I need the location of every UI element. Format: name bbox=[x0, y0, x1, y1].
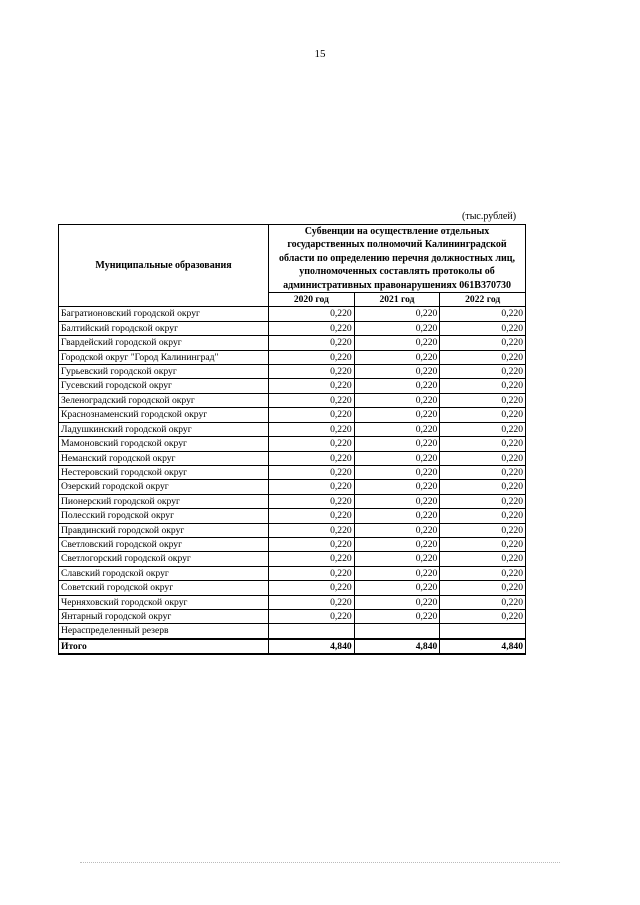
table-row bbox=[59, 393, 526, 407]
municipality-name: Полесский городской округ bbox=[59, 509, 269, 523]
value-2022: 0,220 bbox=[440, 336, 526, 350]
table-row bbox=[59, 523, 526, 537]
value-2021: 0,220 bbox=[354, 566, 440, 580]
value-2020: 0,220 bbox=[269, 537, 355, 551]
table-row bbox=[59, 422, 526, 436]
value-2021: 0,220 bbox=[354, 393, 440, 407]
municipality-name: Янтарный городской округ bbox=[59, 609, 269, 623]
value-2020: 0,220 bbox=[269, 581, 355, 595]
value-2020: 0,220 bbox=[269, 379, 355, 393]
table-row bbox=[59, 494, 526, 508]
table-row bbox=[59, 537, 526, 551]
value-2020: 0,220 bbox=[269, 350, 355, 364]
value-2022 bbox=[440, 624, 526, 639]
value-2020: 0,220 bbox=[269, 509, 355, 523]
total-2020: 4,840 bbox=[269, 639, 355, 654]
value-2021: 0,220 bbox=[354, 494, 440, 508]
value-2022: 0,220 bbox=[440, 422, 526, 436]
value-2021: 0,220 bbox=[354, 408, 440, 422]
value-2022: 0,220 bbox=[440, 393, 526, 407]
municipality-name: Краснознаменский городской округ bbox=[59, 408, 269, 422]
municipality-name: Неманский городской округ bbox=[59, 451, 269, 465]
value-2022: 0,220 bbox=[440, 408, 526, 422]
table-row bbox=[59, 321, 526, 335]
total-2021: 4,840 bbox=[354, 639, 440, 654]
municipality-name: Правдинский городской округ bbox=[59, 523, 269, 537]
subvention-table bbox=[58, 224, 526, 655]
municipality-name: Зеленоградский городской округ bbox=[59, 393, 269, 407]
value-2021: 0,220 bbox=[354, 379, 440, 393]
value-2021: 0,220 bbox=[354, 609, 440, 623]
total-2022: 4,840 bbox=[440, 639, 526, 654]
value-2021 bbox=[354, 624, 440, 639]
table-row bbox=[59, 350, 526, 364]
municipality-name: Гусевский городской округ bbox=[59, 379, 269, 393]
municipality-name: Советский городской округ bbox=[59, 581, 269, 595]
scan-noise-line bbox=[80, 862, 560, 865]
municipality-name: Мамоновский городской округ bbox=[59, 437, 269, 451]
year-header-2020: 2020 год bbox=[269, 293, 355, 307]
value-2022: 0,220 bbox=[440, 595, 526, 609]
value-2021: 0,220 bbox=[354, 451, 440, 465]
value-2020: 0,220 bbox=[269, 336, 355, 350]
value-2020: 0,220 bbox=[269, 609, 355, 623]
table-header-row bbox=[59, 225, 526, 293]
municipality-name: Гурьевский городской округ bbox=[59, 365, 269, 379]
value-2022: 0,220 bbox=[440, 465, 526, 479]
value-2020: 0,220 bbox=[269, 408, 355, 422]
value-2022: 0,220 bbox=[440, 566, 526, 580]
value-2020: 0,220 bbox=[269, 480, 355, 494]
table-row bbox=[59, 566, 526, 580]
value-2020: 0,220 bbox=[269, 566, 355, 580]
value-2022: 0,220 bbox=[440, 350, 526, 364]
value-2022: 0,220 bbox=[440, 581, 526, 595]
value-2021: 0,220 bbox=[354, 537, 440, 551]
municipality-name: Нераспределенный резерв bbox=[59, 624, 269, 639]
value-2020 bbox=[269, 624, 355, 639]
value-2021: 0,220 bbox=[354, 350, 440, 364]
header-subvention: Субвенции на осуществление отдельных государственных полномочий Калининградской области по определению перечня должностных лиц, уполномоченных составлять протоколы об административных правонарушениях 061В370730 bbox=[269, 225, 526, 293]
value-2021: 0,220 bbox=[354, 336, 440, 350]
value-2020: 0,220 bbox=[269, 451, 355, 465]
municipality-name: Черняховский городской округ bbox=[59, 595, 269, 609]
value-2020: 0,220 bbox=[269, 465, 355, 479]
table-row bbox=[59, 379, 526, 393]
value-2022: 0,220 bbox=[440, 537, 526, 551]
value-2022: 0,220 bbox=[440, 552, 526, 566]
municipality-name: Светловский городской округ bbox=[59, 537, 269, 551]
municipality-name: Нестеровский городской округ bbox=[59, 465, 269, 479]
value-2020: 0,220 bbox=[269, 437, 355, 451]
table-row bbox=[59, 307, 526, 321]
value-2020: 0,220 bbox=[269, 307, 355, 321]
value-2021: 0,220 bbox=[354, 552, 440, 566]
value-2021: 0,220 bbox=[354, 465, 440, 479]
value-2022: 0,220 bbox=[440, 437, 526, 451]
value-2021: 0,220 bbox=[354, 321, 440, 335]
value-2021: 0,220 bbox=[354, 595, 440, 609]
municipality-name: Ладушкинский городской округ bbox=[59, 422, 269, 436]
unit-note: (тыс.рублей) bbox=[462, 211, 517, 222]
table-row bbox=[59, 437, 526, 451]
year-header-2022: 2022 год bbox=[440, 293, 526, 307]
value-2022: 0,220 bbox=[440, 451, 526, 465]
page-number: 15 bbox=[314, 48, 326, 60]
value-2021: 0,220 bbox=[354, 480, 440, 494]
value-2020: 0,220 bbox=[269, 552, 355, 566]
table-row bbox=[59, 451, 526, 465]
value-2021: 0,220 bbox=[354, 307, 440, 321]
value-2020: 0,220 bbox=[269, 494, 355, 508]
table-row bbox=[59, 624, 526, 639]
value-2021: 0,220 bbox=[354, 437, 440, 451]
municipality-name: Озерский городской округ bbox=[59, 480, 269, 494]
table-row bbox=[59, 408, 526, 422]
value-2021: 0,220 bbox=[354, 523, 440, 537]
year-header-2021: 2021 год bbox=[354, 293, 440, 307]
value-2022: 0,220 bbox=[440, 480, 526, 494]
table-row bbox=[59, 595, 526, 609]
value-2020: 0,220 bbox=[269, 393, 355, 407]
value-2022: 0,220 bbox=[440, 321, 526, 335]
table-row bbox=[59, 336, 526, 350]
value-2021: 0,220 bbox=[354, 365, 440, 379]
municipality-name: Славский городской округ bbox=[59, 566, 269, 580]
value-2022: 0,220 bbox=[440, 379, 526, 393]
table-row bbox=[59, 365, 526, 379]
value-2022: 0,220 bbox=[440, 509, 526, 523]
value-2022: 0,220 bbox=[440, 307, 526, 321]
table-row bbox=[59, 480, 526, 494]
table-row bbox=[59, 552, 526, 566]
municipality-name: Багратионовский городской округ bbox=[59, 307, 269, 321]
table-row bbox=[59, 581, 526, 595]
value-2021: 0,220 bbox=[354, 509, 440, 523]
value-2021: 0,220 bbox=[354, 422, 440, 436]
municipality-name: Пионерский городской округ bbox=[59, 494, 269, 508]
table-row bbox=[59, 609, 526, 623]
value-2022: 0,220 bbox=[440, 609, 526, 623]
value-2020: 0,220 bbox=[269, 422, 355, 436]
table-row bbox=[59, 509, 526, 523]
total-row bbox=[59, 639, 526, 654]
municipality-name: Балтийский городской округ bbox=[59, 321, 269, 335]
municipality-name: Светлогорский городской округ bbox=[59, 552, 269, 566]
value-2022: 0,220 bbox=[440, 365, 526, 379]
value-2022: 0,220 bbox=[440, 523, 526, 537]
table-body bbox=[59, 307, 526, 654]
value-2020: 0,220 bbox=[269, 321, 355, 335]
value-2021: 0,220 bbox=[354, 581, 440, 595]
header-municipal: Муниципальные образования bbox=[59, 225, 269, 307]
value-2020: 0,220 bbox=[269, 595, 355, 609]
municipality-name: Городской округ "Город Калининград" bbox=[59, 350, 269, 364]
value-2020: 0,220 bbox=[269, 365, 355, 379]
value-2020: 0,220 bbox=[269, 523, 355, 537]
municipality-name: Гвардейский городской округ bbox=[59, 336, 269, 350]
total-label: Итого bbox=[59, 639, 269, 654]
value-2022: 0,220 bbox=[440, 494, 526, 508]
table-row bbox=[59, 465, 526, 479]
